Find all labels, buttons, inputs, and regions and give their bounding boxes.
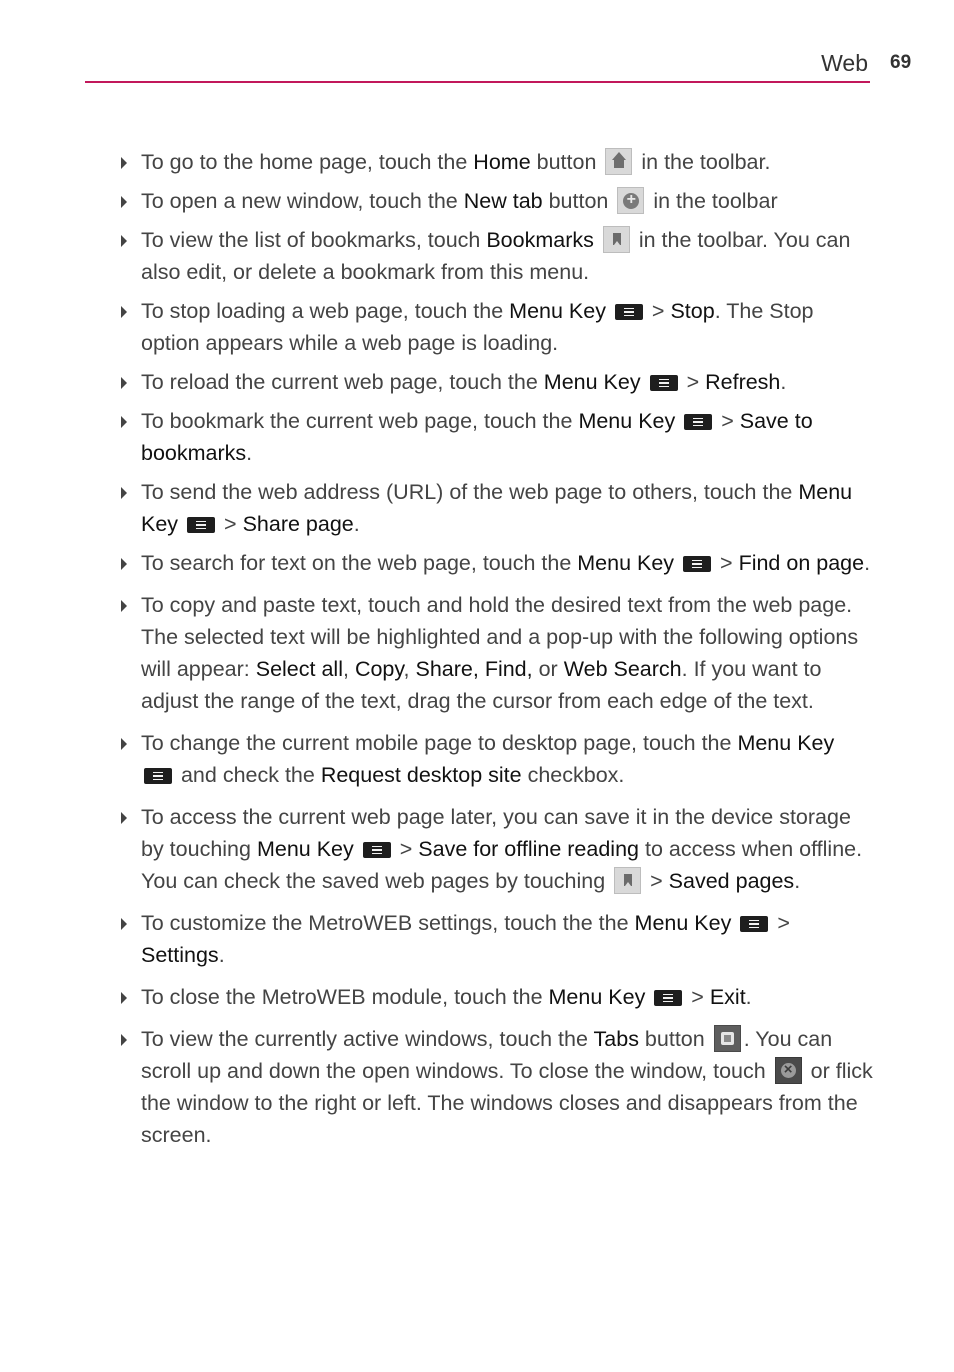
list-item: To view the currently active windows, touch the Tabs button . You can scroll up and down the open windows. To close the window, touch × or flick the window to the right or left. The windows closes and disappears from the screen. [121, 1023, 873, 1151]
bullet-arrow-icon [121, 235, 127, 247]
bullet-arrow-icon [121, 157, 127, 169]
bullet-arrow-icon [121, 377, 127, 389]
bullet-arrow-icon [121, 918, 127, 930]
bullet-arrow-icon [121, 306, 127, 318]
list-item: To bookmark the current web page, touch the Menu Key > Save to bookmarks. [121, 405, 873, 469]
list-item: To reload the current web page, touch the Menu Key > Refresh. [121, 366, 873, 398]
list-item: To search for text on the web page, touch the Menu Key > Find on page. [121, 547, 873, 579]
page-number: 69 [890, 52, 912, 73]
list-item: To send the web address (URL) of the web page to others, touch the Menu Key > Share page. [121, 476, 873, 540]
new-tab-icon [617, 187, 644, 214]
list-item: To change the current mobile page to desktop page, touch the Menu Key and check the Request desktop site checkbox. [121, 727, 873, 791]
menu-key-icon [650, 375, 678, 391]
menu-key-icon [363, 842, 391, 858]
bullet-arrow-icon [121, 738, 127, 750]
page-header [85, 48, 870, 83]
bullet-arrow-icon [121, 558, 127, 570]
bullet-arrow-icon [121, 487, 127, 499]
bookmark-icon [603, 226, 630, 253]
list-item: To go to the home page, touch the Home button in the toolbar. [121, 146, 873, 178]
bullet-arrow-icon [121, 812, 127, 824]
menu-key-icon [740, 916, 768, 932]
list-item: To customize the MetroWEB settings, touch the the Menu Key > Settings. [121, 907, 873, 971]
close-icon [775, 1057, 802, 1084]
section-title: Web [821, 50, 868, 76]
home-icon [605, 148, 632, 175]
tabs-icon [714, 1025, 741, 1052]
bullet-arrow-icon [121, 600, 127, 612]
bullet-arrow-icon [121, 992, 127, 1004]
menu-key-icon [683, 556, 711, 572]
bullet-arrow-icon [121, 196, 127, 208]
list-item: To close the MetroWEB module, touch the Menu Key > Exit. [121, 981, 873, 1013]
menu-key-icon [615, 304, 643, 320]
list-item: To copy and paste text, touch and hold the desired text from the web page. The selected text will be highlighted and a pop-up with the following options will appear: Select all, Copy, Share, Find, or Web Search. If you want to adjust the range of the text, drag the cursor from each edge of the text. [121, 589, 873, 717]
list-item: To stop loading a web page, touch the Menu Key > Stop. The Stop option appears while a web page is loading. [121, 295, 873, 359]
list-item: To open a new window, touch the New tab button + in the toolbar [121, 185, 873, 217]
menu-key-icon [144, 768, 172, 784]
bookmark-icon [614, 867, 641, 894]
menu-key-icon [654, 990, 682, 1006]
bullet-arrow-icon [121, 416, 127, 428]
menu-key-icon [187, 517, 215, 533]
list-item: To access the current web page later, you can save it in the device storage by touching Menu Key > Save for offline reading to access when offline. You can check the saved web pages by touching > Saved pages. [121, 801, 873, 897]
bullet-arrow-icon [121, 1034, 127, 1046]
list-item: To view the list of bookmarks, touch Bookmarks in the toolbar. You can also edit, or delete a bookmark from this menu. [121, 224, 873, 288]
instruction-list [121, 146, 873, 1158]
menu-key-icon [684, 414, 712, 430]
